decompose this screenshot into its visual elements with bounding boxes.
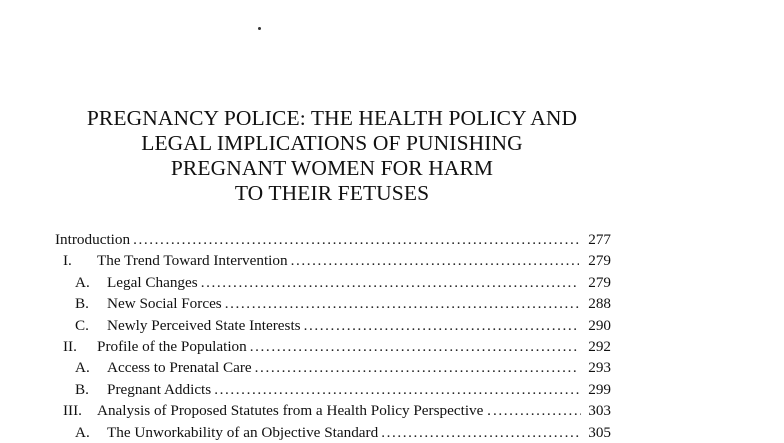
title-line-4: TO THEIR FETUSES xyxy=(234,181,430,205)
toc-entry-text: Legal Changes xyxy=(107,273,198,291)
toc-page-number: 279 xyxy=(588,273,611,291)
toc-entry-number: A. xyxy=(75,359,90,377)
toc-dot-leader xyxy=(291,250,579,271)
toc-entry-text: Newly Perceived State Interests xyxy=(107,316,301,334)
toc-page-number: 290 xyxy=(588,316,611,334)
toc-dot-leader xyxy=(250,336,579,357)
toc-entry-text: The Trend Toward Intervention xyxy=(97,252,288,270)
article-title xyxy=(0,106,664,206)
title-line-1: PREGNANCY POLICE: THE HEALTH POLICY AND xyxy=(86,106,578,130)
toc-entry-text: Access to Prenatal Care xyxy=(107,359,252,377)
toc-entry-section-2 xyxy=(55,336,611,357)
toc-entry-text: Profile of the Population xyxy=(97,337,247,355)
toc-page-number: 293 xyxy=(588,359,611,377)
toc-dot-leader xyxy=(133,229,579,250)
toc-page-number: 277 xyxy=(588,231,611,248)
toc-page-number: 292 xyxy=(588,337,611,355)
toc-entry-section-3 xyxy=(55,400,611,421)
toc-dot-leader xyxy=(304,315,579,336)
toc-dot-leader xyxy=(201,272,579,293)
toc-dot-leader xyxy=(255,357,579,378)
toc-entry-number: I. xyxy=(63,252,72,270)
toc-entry-section-3a xyxy=(55,422,611,443)
toc-entry-text: Analysis of Proposed Statutes from a Health Policy Perspective . xyxy=(97,402,491,420)
toc-entry-section-1c xyxy=(55,315,611,336)
toc-entry-section-1 xyxy=(55,250,611,271)
toc-entry-text: The Unworkability of an Objective Standard xyxy=(107,423,379,441)
toc-page-number: 299 xyxy=(588,380,611,398)
toc-entry-number: III. xyxy=(63,402,82,420)
toc-entry-number: C. xyxy=(75,316,89,334)
toc-page-number: 303 xyxy=(588,402,611,420)
toc-entry-text: New Social Forces xyxy=(107,295,222,313)
toc-entry-number: A. xyxy=(75,423,90,441)
toc-entry-number: B. xyxy=(75,295,89,313)
toc-entry-text: Pregnant Addicts xyxy=(107,380,212,398)
toc-entry-number: II. xyxy=(63,337,77,355)
toc-entry-introduction xyxy=(55,229,611,250)
table-of-contents xyxy=(55,229,611,443)
toc-dot-leader xyxy=(225,293,579,314)
title-line-2: LEGAL IMPLICATIONS OF PUNISHING xyxy=(141,131,523,155)
toc-dot-leader xyxy=(214,379,579,400)
title-line-3: PREGNANT WOMEN FOR HARM xyxy=(170,156,494,180)
toc-entry-section-2b xyxy=(55,379,611,400)
toc-entry-number: B. xyxy=(75,380,89,398)
toc-entry-text: Introduction xyxy=(55,231,131,248)
toc-page-number: 279 xyxy=(588,252,611,270)
toc-entry-section-1b xyxy=(55,293,611,314)
toc-dot-leader xyxy=(381,422,579,443)
toc-entry-number: A. xyxy=(75,273,90,291)
toc-page-number: 305 xyxy=(588,423,611,441)
scan-speck xyxy=(258,27,261,30)
toc-page-number: 288 xyxy=(588,295,611,313)
toc-entry-section-1a xyxy=(55,272,611,293)
toc-dot-leader xyxy=(493,400,581,421)
toc-entry-section-2a xyxy=(55,357,611,378)
